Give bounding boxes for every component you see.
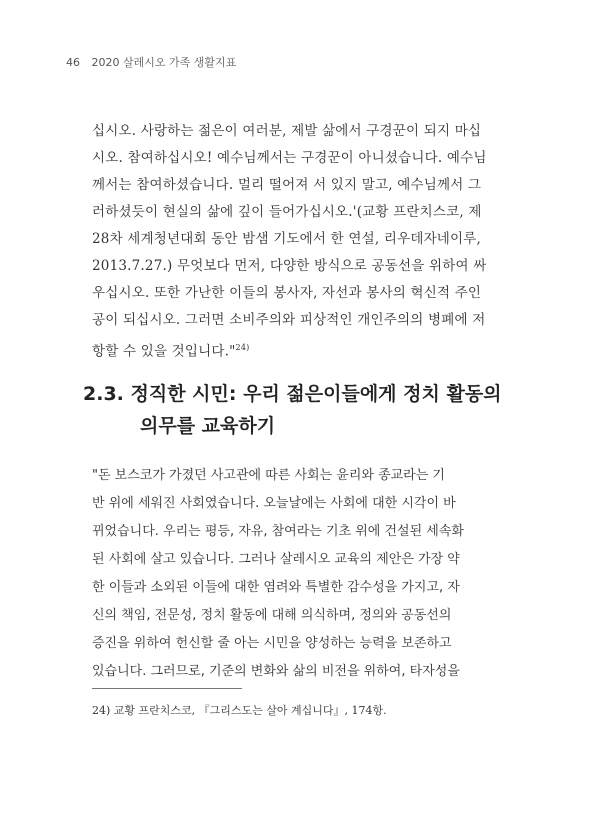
- text-line: [92, 334, 517, 361]
- section-heading-line1: 2.3. 정직한 시민: 우리 젊은이들에게 정치 활동의: [83, 383, 502, 405]
- text-line: 뀌었습니다. 우리는 평등, 자유, 참여라는 기초 위에 건설된 세속화: [92, 524, 464, 539]
- text-line: 시오. 참여하십시오! 예수님께서는 구경꾼이 아니셨습니다. 예수님: [92, 150, 487, 166]
- running-title: 2020 살레시오 가족 생활지표: [91, 56, 237, 69]
- text-line: 증진을 위하여 헌신할 줄 아는 시민을 양성하는 능력을 보존하고: [92, 636, 452, 651]
- footnote-divider: [92, 688, 242, 689]
- text-line: 반 위에 세워진 사회였습니다. 오늘날에는 사회에 대한 시각이 바: [92, 496, 456, 511]
- text-line: 공이 되십시오. 그러면 소비주의와 피상적인 개인주의의 병폐에 저: [92, 312, 486, 328]
- text-line: 신의 책임, 전문성, 정치 활동에 대해 의식하며, 정의와 공동선의: [92, 608, 452, 623]
- section-heading: [83, 378, 502, 442]
- text-line-content: 항할 수 있을 것입니다.": [92, 343, 236, 360]
- body-paragraph: [92, 462, 517, 686]
- text-line: 한 이들과 소외된 이들에 대한 염려와 특별한 감수성을 가지고, 자: [92, 580, 460, 595]
- running-header: [66, 54, 236, 70]
- section-heading-line2: 의무를 교육하기: [140, 415, 276, 437]
- text-line: "돈 보스코가 가졌던 사고관에 따른 사회는 윤리와 종교라는 기: [92, 468, 445, 483]
- text-line: 된 사회에 살고 있습니다. 그러나 살레시오 교육의 제안은 가장 약: [92, 552, 460, 567]
- page-number: 46: [66, 56, 80, 69]
- quote-paragraph: [92, 118, 517, 361]
- text-line: 십시오. 사랑하는 젊은이 여러분, 제발 삶에서 구경꾼이 되지 마십: [92, 123, 482, 139]
- text-line: 러하셨듯이 현실의 삶에 깊이 들어가십시오.'(교황 프란치스코, 제: [92, 204, 482, 220]
- footnote: 24) 교황 프란치스코, 『그리스도는 살아 계십니다』, 174항.: [92, 704, 387, 717]
- footnote-ref: 24): [235, 343, 250, 352]
- text-line: 께서는 참여하셨습니다. 멀리 떨어져 서 있지 말고, 예수님께서 그: [92, 177, 482, 193]
- text-line: 28차 세계청년대회 동안 밤샘 기도에서 한 연설, 리우데자네이루,: [92, 231, 482, 247]
- text-line: 있습니다. 그러므로, 기준의 변화와 삶의 비전을 위하여, 타자성을: [92, 664, 460, 679]
- text-line: 2013.7.27.) 무엇보다 먼저, 다양한 방식으로 공동선을 위하여 싸: [92, 258, 487, 274]
- text-line: 우십시오. 또한 가난한 이들의 봉사자, 자선과 봉사의 혁신적 주인: [92, 285, 482, 301]
